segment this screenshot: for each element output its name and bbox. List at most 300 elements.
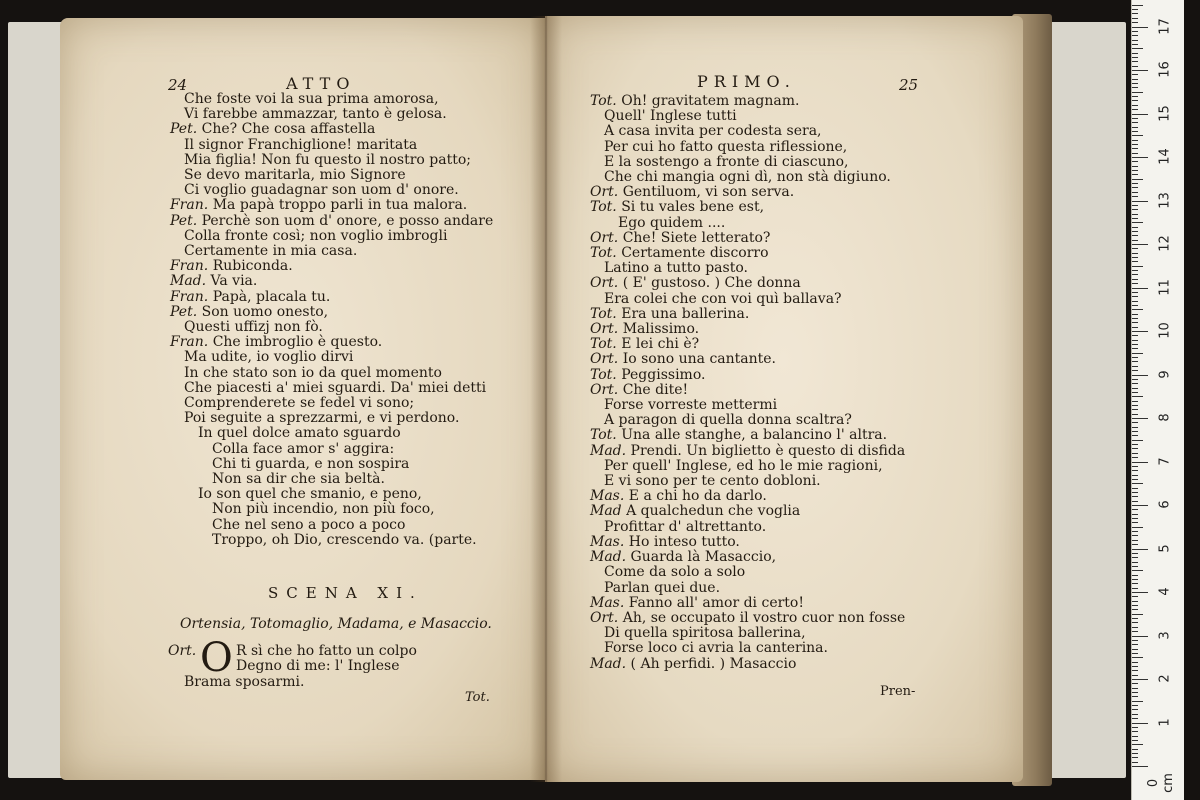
ruler-tick — [1132, 683, 1138, 684]
verse-text: Se devo maritarla, mio Signore — [184, 167, 406, 184]
ruler-tick — [1132, 514, 1138, 515]
ruler-tick — [1132, 609, 1138, 610]
ruler-tick — [1132, 283, 1138, 284]
ruler-tick — [1132, 396, 1143, 397]
verse-text: Prendi. Un biglietto è questo di disfida — [630, 442, 906, 459]
verse-text: Non sa dir che sia beltà. — [212, 471, 385, 488]
right-page — [545, 16, 1023, 782]
left_page-line — [170, 320, 493, 335]
verse-text: Per quell' Inglese, ed ho le mie ragioni, — [604, 457, 883, 474]
ruler-tick — [1132, 314, 1138, 315]
ruler-tick — [1132, 614, 1143, 615]
right_page-line — [590, 626, 905, 641]
ruler-tick — [1132, 422, 1138, 423]
scena-cast: Ortensia, Totomaglio, Madama, e Masaccio. — [180, 616, 492, 632]
ruler-number: 5 — [1157, 543, 1173, 553]
left_page-line — [170, 244, 493, 259]
ruler-tick — [1132, 427, 1138, 428]
speaker-label: Tot. — [590, 199, 617, 216]
ruler-tick — [1132, 666, 1138, 667]
ruler-tick — [1132, 709, 1138, 710]
verse-text: In quel dolce amato sguardo — [198, 425, 401, 442]
ruler-tick — [1132, 535, 1138, 536]
verse-text: Per cui ho fatto questa riflessione, — [604, 138, 848, 155]
right_page-line — [590, 216, 905, 231]
ruler-tick — [1132, 762, 1138, 763]
verse-text: Rubiconda. — [212, 258, 293, 275]
right_page-line — [590, 292, 905, 307]
ruler-tick — [1132, 344, 1138, 345]
speaker-label: Fran. — [170, 288, 209, 305]
ruler-tick — [1132, 701, 1143, 702]
book-gutter — [530, 16, 562, 782]
left_page-line — [170, 229, 493, 244]
ruler-tick — [1132, 553, 1138, 554]
right_page-line — [590, 641, 905, 656]
right_page-line — [590, 504, 905, 519]
verse-text: Ma udite, io voglio dirvi — [184, 349, 354, 366]
ruler-tick — [1132, 679, 1148, 680]
left_page-line — [170, 274, 493, 289]
ruler-tick — [1132, 288, 1148, 289]
right_page-line — [590, 428, 905, 443]
ruler-tick — [1132, 253, 1138, 254]
ruler-tick — [1132, 92, 1143, 93]
left_page-line — [170, 366, 493, 381]
left-page-number: 24 — [168, 76, 188, 94]
verse-text: Parlan quei due. — [604, 579, 721, 596]
speaker-label: Mas. — [590, 594, 625, 611]
ruler-tick — [1132, 57, 1138, 58]
verse-text: Che chi mangia ogni dì, non stà digiuno. — [604, 169, 891, 186]
scena-title: SCENA XI. — [268, 584, 423, 602]
ruler-tick — [1132, 736, 1138, 737]
verse-text: Che? Che cosa affastella — [201, 121, 376, 138]
speaker-label: Tot. — [590, 245, 617, 262]
left-catchword: Tot. — [465, 690, 490, 705]
ruler-tick — [1132, 292, 1138, 293]
ruler-tick — [1132, 301, 1138, 302]
verse-text: Profittar d' altrettanto. — [604, 518, 767, 535]
measuring-ruler — [1131, 0, 1184, 800]
verse-text: Quell' Inglese tutti — [604, 108, 737, 125]
ruler-tick — [1132, 596, 1138, 597]
right_page-line — [590, 520, 905, 535]
ruler-number: 8 — [1157, 413, 1173, 422]
ruler-tick — [1132, 418, 1148, 419]
speaker-label: Ort. — [590, 184, 619, 201]
verse-text: Fanno all' amor di certo! — [628, 594, 804, 611]
verse-text: E vi sono per te cento dobloni. — [604, 473, 821, 490]
right_page-line — [590, 596, 905, 611]
ruler-tick — [1132, 753, 1138, 754]
verse-text: Questi uffizj non fò. — [184, 319, 323, 336]
ruler-tick — [1132, 579, 1138, 580]
ruler-tick — [1132, 27, 1148, 28]
ruler-tick — [1132, 209, 1138, 210]
ruler-tick — [1132, 570, 1143, 571]
ruler-tick — [1132, 248, 1138, 249]
ruler-tick — [1132, 357, 1138, 358]
right_page-line — [590, 565, 905, 580]
left_page-line — [170, 518, 493, 533]
ruler-tick — [1132, 218, 1138, 219]
ruler-tick — [1132, 105, 1138, 106]
ruler-tick — [1132, 183, 1138, 184]
verse-text: Colla face amor s' aggira: — [212, 440, 395, 457]
ruler-tick — [1132, 479, 1138, 480]
ruler-tick — [1132, 161, 1138, 162]
right_page-line — [590, 246, 905, 261]
ruler-tick — [1132, 144, 1138, 145]
ruler-tick — [1132, 723, 1148, 724]
verse-text: Vi farebbe ammazzar, tanto è gelosa. — [184, 106, 447, 123]
ruler-tick — [1132, 348, 1138, 349]
ruler-tick — [1132, 240, 1138, 241]
verse-text: Mia figlia! Non fu questo il nostro patto; — [184, 151, 471, 168]
ruler-number: 2 — [1157, 674, 1173, 683]
ruler-tick — [1132, 48, 1143, 49]
ruler-tick — [1132, 53, 1138, 54]
ruler-tick — [1132, 201, 1148, 202]
left_page-line — [170, 198, 493, 213]
ruler-tick — [1132, 470, 1138, 471]
ruler-tick — [1132, 566, 1138, 567]
ruler-number: 13 — [1157, 191, 1173, 209]
right_page-line — [590, 444, 905, 459]
ruler-tick — [1132, 383, 1138, 384]
right_page-line — [590, 581, 905, 596]
ruler-tick — [1132, 61, 1138, 62]
speaker-label: Ort. — [590, 381, 619, 398]
ruler-tick — [1132, 744, 1143, 745]
ruler-tick — [1132, 179, 1143, 180]
ruler-tick — [1132, 492, 1138, 493]
ruler-tick — [1132, 549, 1148, 550]
ruler-tick — [1132, 501, 1138, 502]
right_page-line — [590, 657, 905, 672]
ruler-tick — [1132, 114, 1148, 115]
verse-text: Certamente in mia casa. — [184, 243, 358, 260]
ruler-tick — [1132, 327, 1138, 328]
ruler-number: 16 — [1157, 61, 1173, 78]
right_page-line — [590, 368, 905, 383]
ruler-tick — [1132, 592, 1148, 593]
right_page-line — [590, 276, 905, 291]
ruler-tick — [1132, 122, 1138, 123]
ruler-tick — [1132, 496, 1138, 497]
verse-text: Io son quel che smanio, e peno, — [198, 486, 422, 503]
right_page-line — [590, 383, 905, 398]
left_page-line — [170, 335, 493, 350]
ruler-tick — [1132, 731, 1138, 732]
right_page-line — [590, 185, 905, 200]
verse-text: Ah, se occupato il vostro cuor non fosse — [622, 609, 906, 626]
speaker-label: Mas. — [590, 488, 625, 505]
speaker-label: Pet. — [170, 303, 198, 320]
ruler-tick — [1132, 644, 1138, 645]
verse-text: E la sostengo a fronte di ciascuno, — [604, 153, 849, 170]
ruler-tick — [1132, 379, 1138, 380]
ruler-tick — [1132, 187, 1138, 188]
speaker-label: Tot. — [590, 336, 617, 353]
ruler-tick — [1132, 605, 1138, 606]
ruler-number: 9 — [1157, 369, 1173, 379]
right_page-line — [590, 261, 905, 276]
left_page-line — [170, 487, 493, 502]
ruler-tick — [1132, 244, 1148, 245]
left_page-line — [170, 381, 493, 396]
ruler-tick — [1132, 466, 1138, 467]
ruler-tick — [1132, 522, 1138, 523]
ruler-tick — [1132, 96, 1138, 97]
speaker-label: Pet. — [170, 212, 198, 229]
verse-text: Di quella spiritosa ballerina, — [604, 625, 806, 642]
right_page-line — [590, 337, 905, 352]
ruler-tick — [1132, 435, 1138, 436]
verse-text: ( Ah perfidi. ) Masaccio — [630, 655, 797, 672]
speaker-label: Tot. — [590, 366, 617, 383]
speaker-label: Mad. — [590, 655, 627, 672]
verse-text: ( E' gustoso. ) Che donna — [622, 275, 801, 292]
verse-text: Forse loco ci avria la canterina. — [604, 640, 828, 657]
ruler-tick — [1132, 562, 1138, 563]
left_page-line — [170, 153, 493, 168]
ruler-tick — [1132, 192, 1138, 193]
left_page-line — [170, 442, 493, 457]
speaker-label: Fran. — [170, 334, 209, 351]
ruler-tick — [1132, 214, 1138, 215]
right-text-block — [590, 94, 905, 672]
right_page-line — [590, 94, 905, 109]
ruler-tick — [1132, 257, 1138, 258]
ruler-tick — [1132, 714, 1138, 715]
ruler-tick — [1132, 118, 1138, 119]
right_page-line — [590, 322, 905, 337]
ruler-tick — [1132, 148, 1138, 149]
right_page-line — [590, 398, 905, 413]
ruler-tick — [1132, 448, 1138, 449]
verse-text: Io sono una cantante. — [622, 351, 777, 368]
speaker-label: Mad — [590, 503, 622, 520]
ruler-number: 14 — [1157, 148, 1173, 165]
ruler-tick — [1132, 653, 1138, 654]
right_page-line — [590, 140, 905, 155]
ruler-tick — [1132, 488, 1138, 489]
speaker-label: Pet. — [170, 121, 198, 138]
verse-text: Son uomo onesto, — [201, 303, 329, 320]
ruler-number: 10 — [1157, 322, 1173, 339]
ruler-tick — [1132, 353, 1143, 354]
ruler-tick — [1132, 296, 1138, 297]
ruler-tick — [1132, 127, 1138, 128]
speaker-label: Tot. — [590, 93, 617, 109]
right_page-line — [590, 124, 905, 139]
verse-text: Forse vorreste mettermi — [604, 397, 778, 414]
ruler-tick — [1132, 100, 1138, 101]
verse-text: In che stato son io da quel momento — [184, 364, 442, 381]
ruler-tick — [1132, 662, 1138, 663]
verse-text: Chi ti guarda, e non sospira — [212, 455, 410, 472]
ruler-tick — [1132, 601, 1138, 602]
opening-speaker: Ort. — [168, 643, 197, 659]
left_page-line — [170, 411, 493, 426]
verse-text: Comprenderete se fedel vi sono; — [184, 395, 415, 412]
right_page-line — [590, 170, 905, 185]
ruler-tick — [1132, 401, 1138, 402]
ruler-tick — [1132, 40, 1138, 41]
ruler-tick — [1132, 222, 1143, 223]
speaker-label: Mas. — [590, 533, 625, 550]
ruler-tick — [1132, 235, 1138, 236]
ruler-tick — [1132, 588, 1138, 589]
left_page-line — [170, 472, 493, 487]
right_page-line — [590, 155, 905, 170]
ruler-tick — [1132, 74, 1138, 75]
speaker-label: Tot. — [590, 305, 617, 322]
left_page-line — [170, 259, 493, 274]
ruler-tick — [1132, 66, 1138, 67]
ruler-tick — [1132, 636, 1148, 637]
ruler-tick — [1132, 157, 1148, 158]
ruler-number: 1 — [1157, 717, 1173, 727]
right_page-line — [590, 413, 905, 428]
ruler-tick — [1132, 231, 1138, 232]
ruler-tick — [1132, 87, 1138, 88]
ruler-tick — [1132, 131, 1138, 132]
right_page-line — [590, 489, 905, 504]
left-text-block — [170, 92, 493, 548]
ruler-tick — [1132, 675, 1138, 676]
ruler-tick — [1132, 109, 1138, 110]
speaker-label: Ort. — [590, 351, 619, 368]
ruler-tick — [1132, 279, 1138, 280]
verse-text: Che nel seno a poco a poco — [212, 516, 406, 533]
left_page-line — [170, 122, 493, 137]
right-page-number: 25 — [899, 76, 919, 94]
verse-text: Il signor Franchiglione! maritata — [184, 136, 418, 153]
ruler-tick — [1132, 340, 1138, 341]
ruler-tick — [1132, 575, 1138, 576]
left-running-head: ATTO — [286, 74, 356, 93]
left_page-line — [170, 396, 493, 411]
verse-text: Era colei che con voi quì ballava? — [604, 290, 842, 307]
speaker-label: Ort. — [590, 229, 619, 246]
verse-text: Papà, placala tu. — [212, 288, 331, 305]
verse-text: Perchè son uom d' onore, e posso andare — [201, 212, 494, 229]
ruler-tick — [1132, 688, 1138, 689]
drop-cap: O — [200, 635, 233, 681]
ruler-tick — [1132, 409, 1138, 410]
ruler-tick — [1132, 618, 1138, 619]
ruler-tick — [1132, 557, 1138, 558]
opening-line-1: R sì che ho fatto un colpo — [236, 643, 417, 659]
ruler-tick — [1132, 696, 1138, 697]
left_page-line — [170, 533, 493, 548]
ruler-number: 7 — [1157, 456, 1173, 466]
verse-text: A casa invita per codesta sera, — [604, 123, 822, 140]
ruler-tick — [1132, 757, 1138, 758]
verse-text: Che piacesti a' miei sguardi. Da' miei detti — [184, 379, 487, 396]
ruler-tick — [1132, 79, 1138, 80]
verse-text: Come da solo a solo — [604, 564, 746, 581]
ruler-tick — [1132, 440, 1143, 441]
left_page-line — [170, 290, 493, 305]
opening-line-2: Degno di me: l' Inglese — [236, 658, 400, 674]
ruler-number: 15 — [1157, 104, 1173, 122]
ruler-tick — [1132, 392, 1138, 393]
ruler-tick — [1132, 44, 1138, 45]
ruler-tick — [1132, 583, 1138, 584]
ruler-tick — [1132, 135, 1143, 136]
ruler-tick — [1132, 657, 1143, 658]
ruler-number: 3 — [1157, 630, 1173, 640]
verse-text: Ego quidem .... — [618, 214, 726, 231]
left-page — [60, 18, 545, 780]
right_page-line — [590, 611, 905, 626]
ruler-tick — [1132, 83, 1138, 84]
speaker-label: Fran. — [170, 258, 209, 275]
speaker-label: Ort. — [590, 321, 619, 338]
ruler-tick — [1132, 670, 1138, 671]
ruler-tick — [1132, 9, 1138, 10]
ruler-tick — [1132, 366, 1138, 367]
ruler-tick — [1132, 270, 1138, 271]
ruler-tick — [1132, 740, 1138, 741]
verse-text: Colla fronte così; non voglio imbrogli — [184, 227, 448, 244]
right_page-line — [590, 109, 905, 124]
ruler-tick — [1132, 505, 1148, 506]
right_page-line — [590, 307, 905, 322]
verse-text: Che foste voi la sua prima amorosa, — [184, 91, 439, 107]
verse-text: Ho inteso tutto. — [628, 533, 740, 550]
verse-text: Guarda là Masaccio, — [630, 549, 777, 566]
verse-text: Gentiluom, vi son serva. — [622, 184, 795, 201]
ruler-tick — [1132, 453, 1138, 454]
right_page-line — [590, 352, 905, 367]
speaker-label: Mad. — [590, 442, 627, 459]
ruler-tick — [1132, 274, 1138, 275]
ruler-tick — [1132, 370, 1138, 371]
ruler-number: 17 — [1157, 17, 1173, 35]
right_page-line — [590, 459, 905, 474]
ruler-tick — [1132, 261, 1138, 262]
ruler-unit-label: 0 cm — [1146, 773, 1176, 793]
verse-text: Ma papà troppo parli in tua malora. — [212, 197, 468, 214]
ruler-tick — [1132, 18, 1138, 19]
ruler-tick — [1132, 531, 1138, 532]
right_page-line — [590, 550, 905, 565]
right-catchword: Pren- — [880, 684, 916, 699]
verse-text: Latino a tutto pasto. — [604, 260, 748, 277]
speaker-label: Ort. — [590, 609, 619, 626]
right-running-head: PRIMO. — [697, 72, 796, 91]
right_page-line — [590, 474, 905, 489]
ruler-tick — [1132, 766, 1148, 767]
ruler-number: 4 — [1157, 587, 1173, 596]
ruler-tick — [1132, 414, 1138, 415]
verse-text: Troppo, oh Dio, crescendo va. (parte. — [212, 531, 477, 548]
speaker-label: Ort. — [590, 275, 619, 292]
ruler-tick — [1132, 13, 1138, 14]
left_page-line — [170, 457, 493, 472]
right_page-line — [590, 231, 905, 246]
ruler-tick — [1132, 540, 1138, 541]
ruler-tick — [1132, 457, 1138, 458]
ruler-tick — [1132, 462, 1148, 463]
verse-text: Una alle stanghe, a balancino l' altra. — [621, 427, 888, 444]
ruler-number: 6 — [1157, 500, 1173, 509]
